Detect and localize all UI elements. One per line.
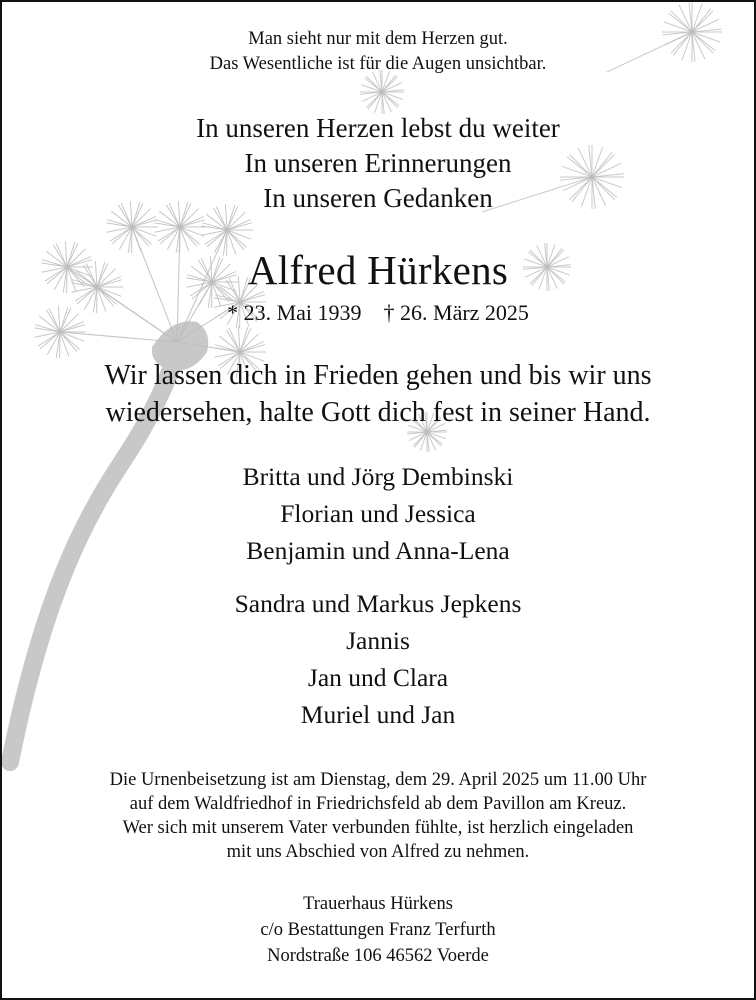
quote-line: Das Wesentliche ist für die Augen unsichtbar. [209,54,547,74]
notice-line: mit uns Abschied von Alfred zu nehmen. [226,842,530,862]
family-member: Benjamin und Anna-Lena [246,536,510,565]
mourning-address [2,891,754,969]
family-member: Jannis [346,626,410,655]
birth-date: * 23. Mai 1939 [227,300,362,325]
motto-line: In unseren Gedanken [263,183,493,213]
family-group-1 [2,458,754,569]
family-member: Muriel und Jan [300,700,456,729]
motto-line: In unseren Erinnerungen [244,148,512,178]
notice-line: Die Urnenbeisetzung ist am Dienstag, dem 29. April 2025 um 11.00 Uhr [109,770,647,790]
address-line: c/o Bestattungen Franz Terfurth [260,920,496,940]
family-group-2 [2,585,754,733]
family-member: Britta und Jörg Dembinski [242,462,514,491]
motto-line: In unseren Herzen lebst du weiter [196,113,560,143]
motto [2,111,754,216]
farewell-line: Wir lassen dich in Frieden gehen und bis wir uns [104,360,652,391]
family-member: Florian und Jessica [280,499,476,528]
address-line: Nordstraße 106 46562 Voerde [267,946,489,966]
family-member: Sandra und Markus Jepkens [234,589,522,618]
quote [2,27,754,77]
death-date: † 26. März 2025 [383,300,529,325]
notice-line: Wer sich mit unserem Vater verbunden fühlte, ist herzlich eingeladen [122,818,634,838]
farewell-line: wiedersehen, halte Gott dich fest in seiner Hand. [105,397,651,428]
life-dates [2,298,754,328]
farewell-text [2,357,754,431]
family-member: Jan und Clara [307,663,449,692]
deceased-name: Alfred Hürkens [247,247,509,293]
address-line: Trauerhaus Hürkens [303,894,453,914]
notice-line: auf dem Waldfriedhof in Friedrichsfeld ab dem Pavillon am Kreuz. [129,794,627,814]
funeral-notice [2,768,754,864]
quote-line: Man sieht nur mit dem Herzen gut. [248,29,508,49]
